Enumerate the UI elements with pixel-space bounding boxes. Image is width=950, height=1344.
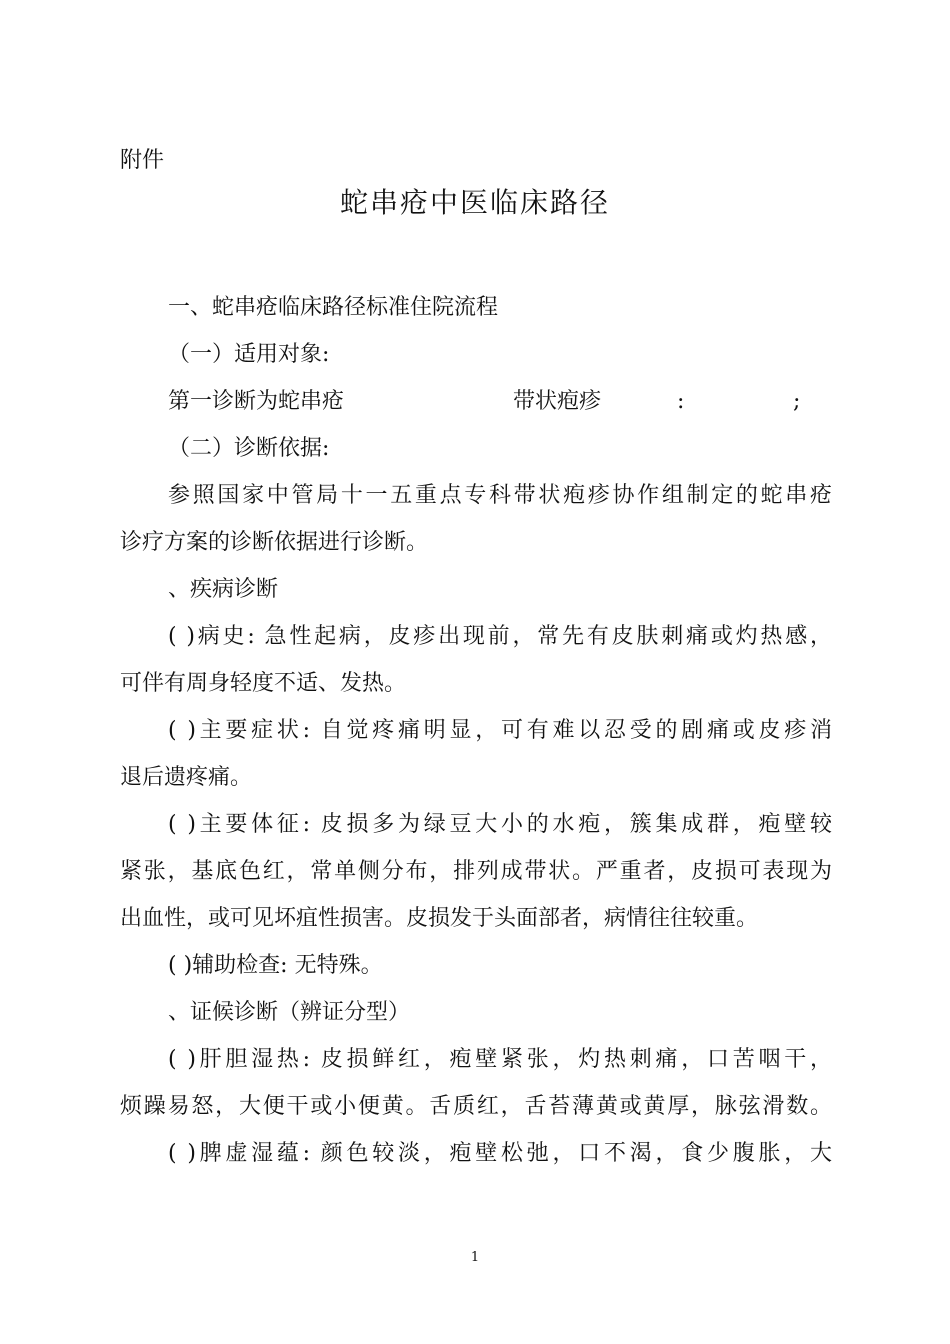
history-line: 可伴有周身轻度不适、发热。 xyxy=(120,671,407,696)
auxiliary-exam-line: ( )辅助检查: 无特殊。 xyxy=(168,953,383,978)
subheading-applicable-object: （一）适用对象: xyxy=(168,342,330,367)
target-semicolon: ; xyxy=(793,389,801,414)
target-diagnosis-line xyxy=(120,378,832,425)
subheading-diagnostic-basis: （二）诊断依据: xyxy=(168,436,330,461)
main-sign-line: ( )主要体征: 皮损多为绿豆大小的水疱，簇集成群，疱壁较 xyxy=(168,812,832,837)
section-heading-standard-process: 一、蛇串疮临床路径标准住院流程 xyxy=(168,295,499,320)
main-symptom-line: 退后遗疼痛。 xyxy=(120,765,253,790)
main-sign-line: 紧张，基底色红，常单侧分布，排列成带状。严重者，皮损可表现为 xyxy=(120,859,832,884)
disease-diagnosis-heading: 、疾病诊断 xyxy=(168,577,279,602)
target-colon: : xyxy=(677,389,685,414)
basis-paragraph-line: 诊疗方案的诊断依据进行诊断。 xyxy=(120,530,429,555)
liver-gallbladder-line: ( )肝胆湿热: 皮损鲜红，疱壁紧张，灼热刺痛，口苦咽干， xyxy=(168,1047,832,1072)
target-diagnosis-text: 第一诊断为蛇串疮 xyxy=(168,389,345,414)
syndrome-diagnosis-heading: 、证候诊断（辨证分型） xyxy=(168,1000,411,1025)
liver-gallbladder-line: 烦躁易怒，大便干或小便黄。舌质红，舌苔薄黄或黄厚，脉弦滑数。 xyxy=(120,1094,832,1119)
history-line: ( )病史: 急性起病，皮疹出现前，常先有皮肤刺痛或灼热感， xyxy=(168,624,832,649)
spleen-deficiency-line: ( )脾虚湿蕴: 颜色较淡，疱壁松弛，口不渴，食少腹胀，大 xyxy=(168,1141,832,1166)
main-symptom-line: ( )主要症状: 自觉疼痛明显，可有难以忍受的剧痛或皮疹消 xyxy=(168,718,832,743)
page-number: 1 xyxy=(470,1250,480,1265)
basis-paragraph-line: 参照国家中管局十一五重点专科带状疱疹协作组制定的蛇串疮 xyxy=(168,483,832,508)
document-body xyxy=(120,284,832,1177)
attachment-label: 附件 xyxy=(120,148,165,173)
document-title: 蛇串疮中医临床路径 xyxy=(339,186,610,219)
main-sign-line: 出血性，或可见坏疽性损害。皮损发于头面部者，病情往往较重。 xyxy=(120,906,759,931)
target-disease-name: 带状疱疹 xyxy=(513,389,602,414)
